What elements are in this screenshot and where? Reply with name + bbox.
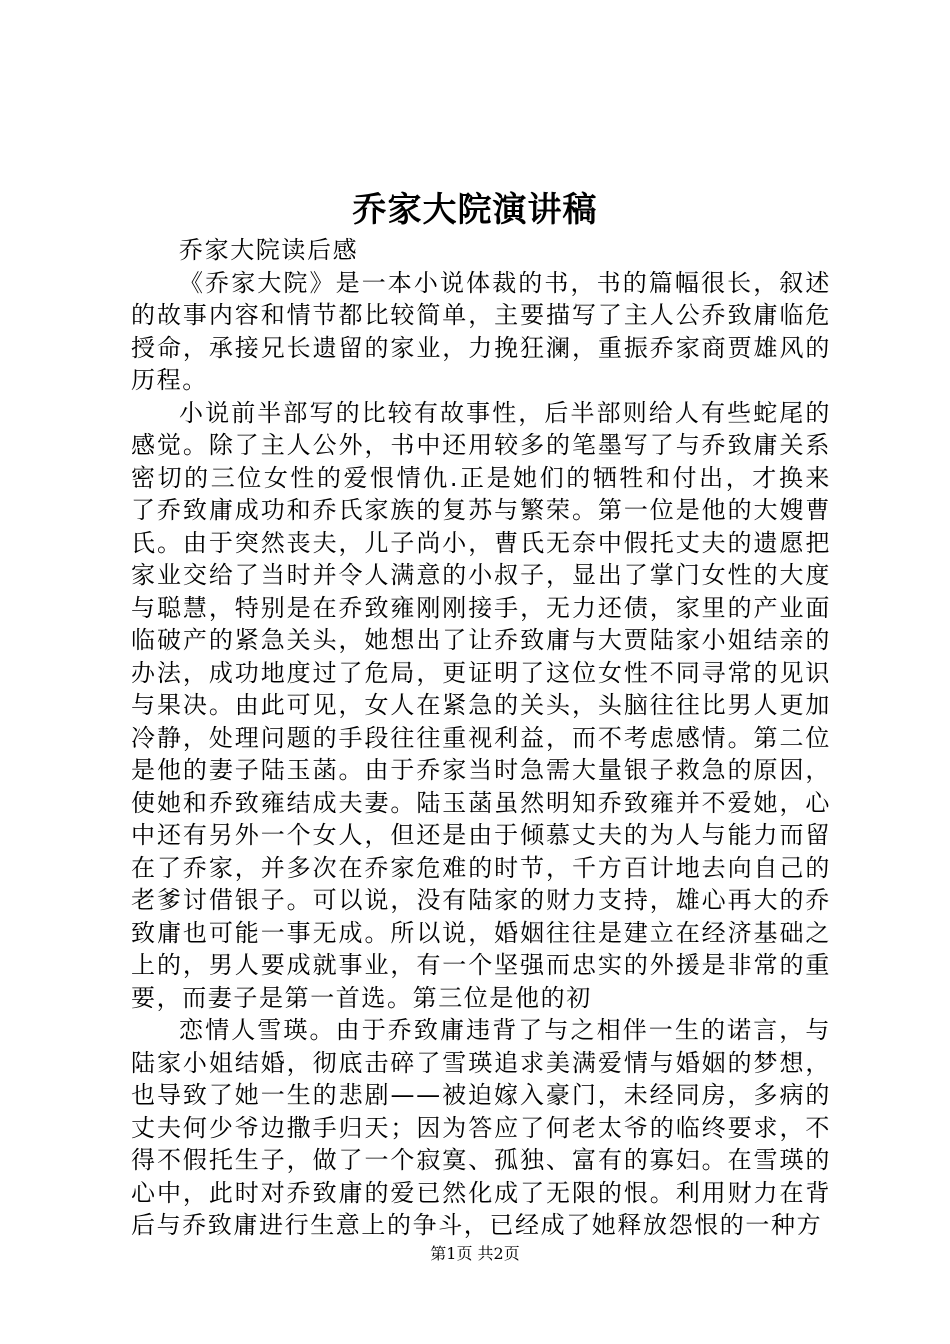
document-body [131, 234, 831, 1242]
page-number-footer: 第1页 共2页 [430, 1244, 520, 1263]
subtitle-paragraph: 乔家大院读后感 [179, 236, 359, 264]
page-title: 乔家大院演讲稿 [352, 190, 598, 230]
body-paragraph: 小说前半部写的比较有故事性，后半部则给人有些蛇尾的感觉。除了主人公外，书中还用较多的笔墨写了与乔致庸关系密切的三位女性的爱恨情仇.正是她们的牺牲和付出，才换来了乔致庸成功和乔氏家族的复苏与繁荣。第一位是他的大嫂曹氏。由于突然丧夫，儿子尚小，曹氏无奈中假托丈夫的遗愿把家业交给了当时并令人满意的小叔子，显出了掌门女性的大度与聪慧，特别是在乔致雍刚刚接手，无力还债，家里的产业面临破产的紧急关头，她想出了让乔致庸与大贾陆家小姐结亲的办法，成功地度过了危局，更证明了这位女性不同寻常的见识与果决。由此可见，女人在紧急的关头，头脑往往比男人更加冷静，处理问题的手段往往重视利益，而不考虑感情。第二位是他的妻子陆玉菡。由于乔家当时急需大量银子救急的原因，使她和乔致雍结成夫妻。陆玉菡虽然明知乔致雍并不爱她，心中还有另外一个女人，但还是由于倾慕丈夫的为人与能力而留在了乔家，并多次在乔家危难的时节，千方百计地去向自己的老爹讨借银子。可以说，没有陆家的财力支持，雄心再大的乔致庸也可能一事无成。所以说，婚姻往往是建立在经济基础之上的，男人要成就事业，有一个坚强而忠实的外援是非常的重要，而妻子是第一首选。第三位是他的初 [131, 398, 831, 1012]
body-paragraph: 恋情人雪瑛。由于乔致庸违背了与之相伴一生的诺言，与陆家小姐结婚，彻底击碎了雪瑛追求美满爱情与婚姻的梦想，也导致了她一生的悲剧——被迫嫁入豪门，未经同房，多病的丈夫何少爷边撒手归天；因为答应了何老太爷的临终要求，不得不假托生子，做了一个寂寞、孤独、富有的寡妇。在雪瑛的心中，此时对乔致庸的爱已然化成了无限的恨。利用财力在背后与乔致庸进行生意上的争斗，已经成了她释放怨恨的一种方 [131, 1016, 831, 1239]
body-paragraph: 《乔家大院》是一本小说体裁的书，书的篇幅很长，叙述的故事内容和情节都比较简单，主要描写了主人公乔致庸临危授命，承接兄长遗留的家业，力挽狂澜，重振乔家商贾雄风的历程。 [131, 268, 831, 394]
